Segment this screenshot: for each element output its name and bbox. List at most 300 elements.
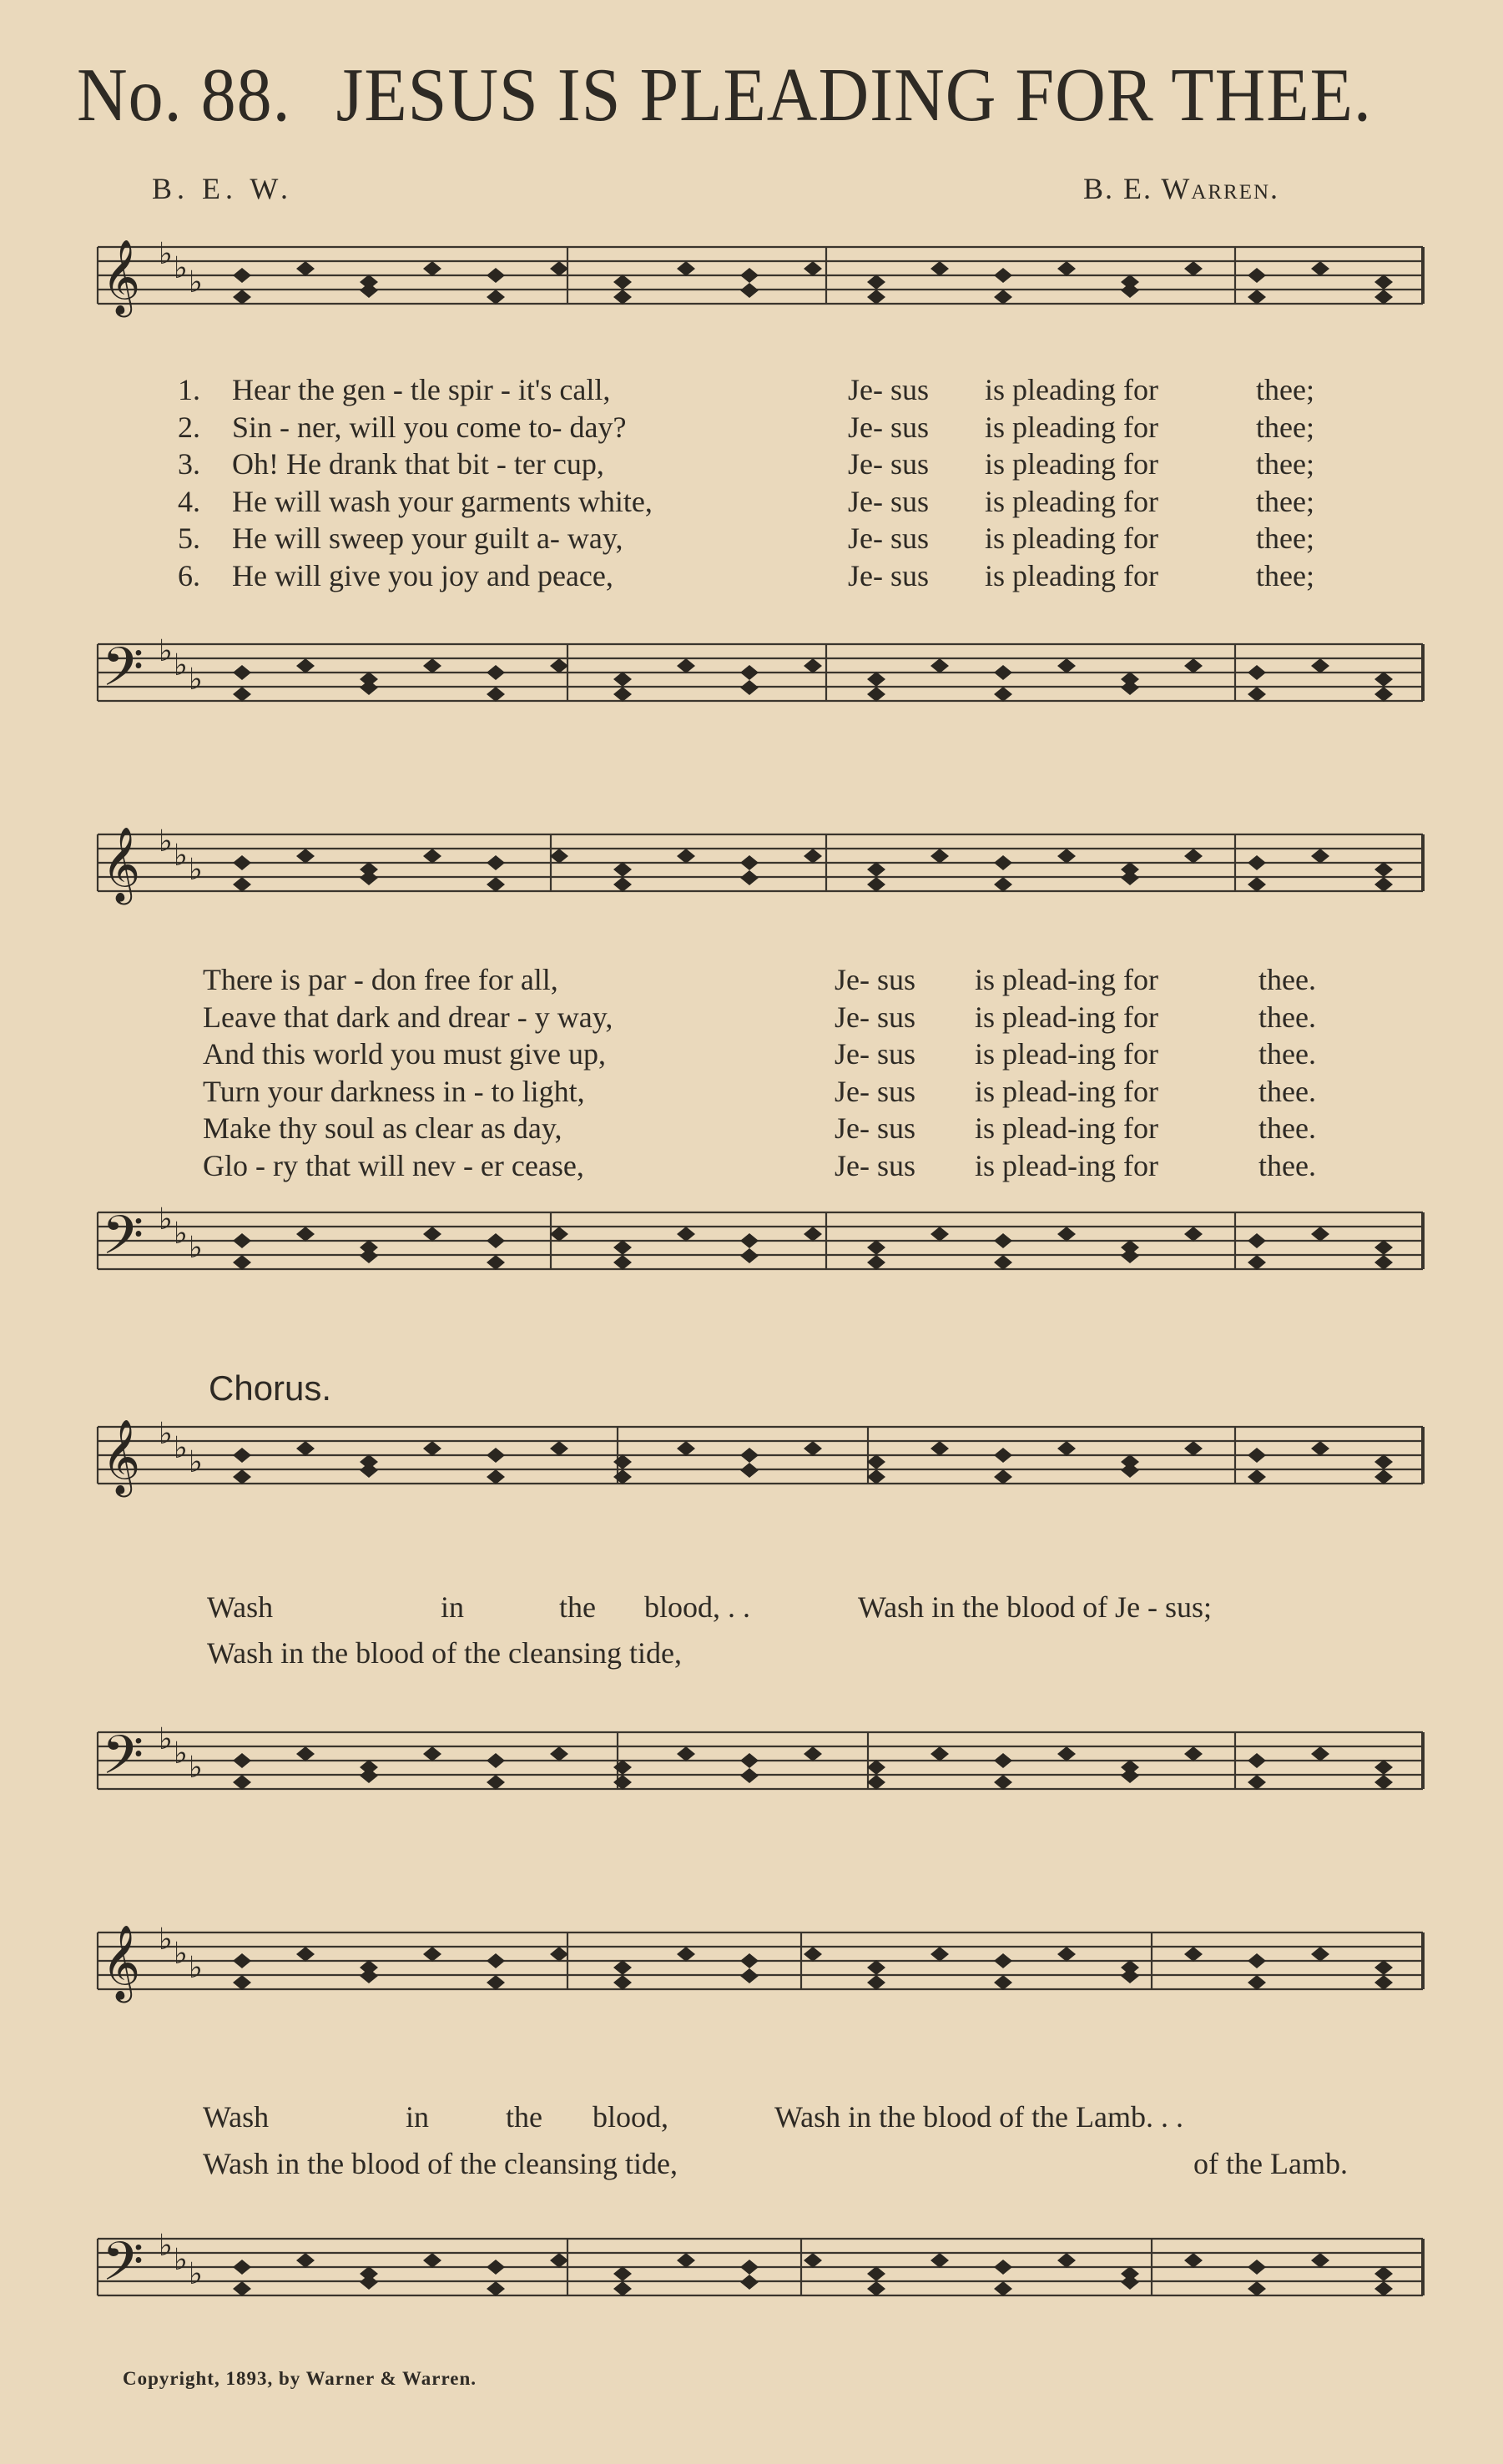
note-head <box>994 1255 1012 1270</box>
flat-sign: ♭ <box>189 1231 203 1265</box>
verse-c: is plead-ing for <box>975 1037 1158 1071</box>
note-head <box>296 261 315 276</box>
note-head <box>994 1753 1012 1768</box>
note-head <box>487 1448 505 1463</box>
note-head <box>1184 1947 1203 1962</box>
flat-sign: ♭ <box>174 1217 188 1251</box>
note-head <box>487 2260 505 2275</box>
verse-a: He will sweep your guilt a- way, <box>232 522 623 555</box>
note-head <box>1121 1968 1139 1983</box>
clef-symbol: 𝄞 <box>102 1925 141 2000</box>
note-head <box>1374 2281 1393 2296</box>
note-head <box>360 870 378 885</box>
note-head <box>677 1947 695 1962</box>
verse-b: Je- sus <box>835 1074 915 1108</box>
note-head <box>1057 1441 1076 1456</box>
verse-b: Je- sus <box>835 963 915 996</box>
flat-sign: ♭ <box>189 1445 203 1479</box>
note-head <box>233 1255 251 1270</box>
note-head <box>1374 1454 1393 1469</box>
note-head <box>677 1227 695 1242</box>
verse-c: is plead-ing for <box>975 963 1158 996</box>
note-head <box>487 1975 505 1990</box>
note-head <box>994 268 1012 283</box>
verse-b: Je- sus <box>835 1037 915 1071</box>
note-head <box>613 2266 632 2281</box>
note-head <box>233 2260 251 2275</box>
flat-sign: ♭ <box>159 1202 173 1237</box>
note-head <box>931 849 949 864</box>
note-head <box>740 680 759 695</box>
note-head <box>487 290 505 305</box>
verse-d: thee; <box>1256 447 1314 481</box>
note-head <box>994 1775 1012 1790</box>
note-head <box>613 862 632 877</box>
note-head <box>1374 1240 1393 1255</box>
note-head <box>233 290 251 305</box>
note-head <box>360 1768 378 1783</box>
note-head <box>487 1255 505 1270</box>
note-head <box>740 2275 759 2290</box>
note-head <box>1374 275 1393 290</box>
note-head <box>487 2281 505 2296</box>
note-head <box>613 1240 632 1255</box>
note-head <box>867 877 885 892</box>
note-head <box>487 1775 505 1790</box>
note-head <box>740 1753 759 1768</box>
flat-sign: ♭ <box>159 237 173 271</box>
note-head <box>867 1255 885 1270</box>
note-head <box>296 849 315 864</box>
verse-d: thee; <box>1256 558 1314 592</box>
note-head <box>1121 1768 1139 1783</box>
verse-b: Je- sus <box>835 1000 915 1034</box>
verse-b: Je- sus <box>848 410 929 444</box>
note-head <box>233 877 251 892</box>
verse-c: is pleading for <box>985 484 1158 518</box>
flat-sign: ♭ <box>159 1722 173 1756</box>
verse-d: thee. <box>1258 1000 1316 1034</box>
note-head <box>1374 1255 1393 1270</box>
note-head <box>677 1746 695 1761</box>
note-head <box>1248 2260 1266 2275</box>
verse-d: thee. <box>1258 1037 1316 1071</box>
note-head <box>613 1760 632 1775</box>
note-head <box>550 1441 568 1456</box>
note-head <box>1184 658 1203 673</box>
note-head <box>1374 1775 1393 1790</box>
note-head <box>423 1227 441 1242</box>
verse-c: is plead-ing for <box>975 1000 1158 1034</box>
note-head <box>296 1947 315 1962</box>
flat-sign: ♭ <box>189 1951 203 1985</box>
note-head <box>1184 1441 1203 1456</box>
note-head <box>867 1469 885 1484</box>
flat-sign: ♭ <box>189 853 203 887</box>
note-head <box>677 2253 695 2268</box>
note-head <box>804 1227 822 1242</box>
verse-c: is pleading for <box>985 410 1158 444</box>
note-head <box>1248 1975 1266 1990</box>
verse-d: thee; <box>1256 373 1314 406</box>
flat-sign: ♭ <box>159 824 173 859</box>
note-head <box>994 1233 1012 1248</box>
note-head <box>423 2253 441 2268</box>
note-head <box>1374 2266 1393 2281</box>
note-head <box>360 2275 378 2290</box>
note-head <box>804 1746 822 1761</box>
note-head <box>867 1760 885 1775</box>
note-head <box>931 261 949 276</box>
note-head <box>867 1240 885 1255</box>
note-head <box>994 1448 1012 1463</box>
note-head <box>613 1975 632 1990</box>
note-head <box>740 1248 759 1263</box>
verse-d: thee. <box>1258 1111 1316 1145</box>
note-head <box>613 1960 632 1975</box>
note-head <box>677 1441 695 1456</box>
note-head <box>550 2253 568 2268</box>
chorus2-blood: blood, <box>593 2100 669 2134</box>
note-head <box>740 1233 759 1248</box>
note-head <box>613 2281 632 2296</box>
verse-a: He will give you joy and peace, <box>232 558 613 592</box>
chorus1-rest: Wash in the blood of Je - sus; <box>858 1590 1213 1624</box>
note-head <box>867 1975 885 1990</box>
note-head <box>740 2260 759 2275</box>
note-head <box>740 1448 759 1463</box>
note-head <box>1184 1227 1203 1242</box>
note-head <box>423 1746 441 1761</box>
note-head <box>360 680 378 695</box>
flat-sign: ♭ <box>189 265 203 300</box>
note-head <box>1374 1975 1393 1990</box>
verse-num: 4. <box>178 484 200 518</box>
note-head <box>423 1947 441 1962</box>
note-head <box>804 2253 822 2268</box>
flat-sign: ♭ <box>174 1937 188 1971</box>
verse-num: 5. <box>178 522 200 555</box>
verse-a: And this world you must give up, <box>203 1037 606 1071</box>
verse-num: 3. <box>178 447 200 481</box>
note-head <box>233 268 251 283</box>
note-head <box>487 665 505 680</box>
lyricist-credit: B. E. W. <box>152 172 294 205</box>
note-head <box>677 658 695 673</box>
chorus1-the: the <box>559 1590 596 1624</box>
verse-a: Turn your darkness in - to light, <box>203 1074 585 1108</box>
note-head <box>550 849 568 864</box>
note-head <box>867 862 885 877</box>
chorus2-under: Wash in the blood of the cleansing tide, <box>203 2147 678 2180</box>
note-head <box>613 1469 632 1484</box>
flat-sign: ♭ <box>174 839 188 873</box>
note-head <box>487 1753 505 1768</box>
note-head <box>994 1469 1012 1484</box>
note-head <box>423 849 441 864</box>
note-head <box>740 855 759 870</box>
note-head <box>487 687 505 702</box>
verse-d: thee. <box>1258 1148 1316 1182</box>
verse-num: 1. <box>178 373 200 406</box>
note-head <box>994 1953 1012 1968</box>
note-head <box>1057 1227 1076 1242</box>
note-head <box>931 2253 949 2268</box>
copyright-notice: Copyright, 1893, by Warner & Warren. <box>123 2368 477 2389</box>
note-head <box>613 877 632 892</box>
clef-symbol: 𝄢 <box>102 1725 144 1800</box>
note-head <box>296 1441 315 1456</box>
verse-a: Hear the gen - tle spir - it's call, <box>232 373 611 406</box>
note-head <box>487 1953 505 1968</box>
verse-d: thee. <box>1258 1074 1316 1108</box>
composer-credit: B. E. Warren. <box>1083 172 1280 205</box>
note-head <box>550 1746 568 1761</box>
note-head <box>550 658 568 673</box>
note-head <box>613 1255 632 1270</box>
verse-b: Je- sus <box>848 447 929 481</box>
note-head <box>233 1469 251 1484</box>
hymn-title-text: JESUS IS PLEADING FOR THEE. <box>335 53 1372 138</box>
verse-d: thee; <box>1256 522 1314 555</box>
note-head <box>233 665 251 680</box>
note-head <box>423 261 441 276</box>
note-head <box>1374 877 1393 892</box>
verse-num: 6. <box>178 558 200 592</box>
clef-symbol: 𝄞 <box>102 239 141 315</box>
note-head <box>931 1746 949 1761</box>
note-head <box>804 261 822 276</box>
verse-c: is pleading for <box>985 373 1158 406</box>
note-head <box>867 2266 885 2281</box>
verse-a: There is par - don free for all, <box>203 963 558 996</box>
flat-sign: ♭ <box>174 1736 188 1771</box>
note-head <box>1248 855 1266 870</box>
note-head <box>804 658 822 673</box>
verse-b: Je- sus <box>848 373 929 406</box>
flat-sign: ♭ <box>189 1751 203 1785</box>
flat-sign: ♭ <box>159 1922 173 1957</box>
note-head <box>296 658 315 673</box>
note-head <box>1311 1746 1329 1761</box>
note-head <box>994 687 1012 702</box>
note-head <box>1057 849 1076 864</box>
chorus2-under2: of the Lamb. <box>1193 2147 1348 2180</box>
note-head <box>740 1463 759 1478</box>
note-head <box>233 1775 251 1790</box>
note-head <box>1374 1469 1393 1484</box>
chorus1-under: Wash in the blood of the cleansing tide, <box>207 1636 682 1670</box>
note-head <box>1184 849 1203 864</box>
note-head <box>296 1746 315 1761</box>
note-head <box>994 2260 1012 2275</box>
clef-symbol: 𝄢 <box>102 1205 144 1280</box>
note-head <box>994 290 1012 305</box>
note-head <box>233 855 251 870</box>
note-head <box>550 1947 568 1962</box>
note-head <box>1311 261 1329 276</box>
note-head <box>1311 849 1329 864</box>
note-head <box>613 1454 632 1469</box>
note-head <box>740 665 759 680</box>
note-head <box>994 855 1012 870</box>
note-head <box>804 849 822 864</box>
note-head <box>360 1248 378 1263</box>
chorus-label: Chorus. <box>209 1368 332 1408</box>
note-head <box>423 658 441 673</box>
note-head <box>1374 862 1393 877</box>
flat-sign: ♭ <box>174 1431 188 1465</box>
note-head <box>994 665 1012 680</box>
note-head <box>613 290 632 305</box>
verse-b: Je- sus <box>835 1148 915 1182</box>
note-head <box>296 2253 315 2268</box>
flat-sign: ♭ <box>159 634 173 668</box>
note-head <box>994 1975 1012 1990</box>
note-head <box>1374 1760 1393 1775</box>
note-head <box>1248 268 1266 283</box>
note-head <box>1248 1255 1266 1270</box>
note-head <box>1374 290 1393 305</box>
note-head <box>1121 870 1139 885</box>
note-head <box>1374 1960 1393 1975</box>
note-head <box>994 877 1012 892</box>
flat-sign: ♭ <box>159 1417 173 1451</box>
note-head <box>1311 1441 1329 1456</box>
note-head <box>296 1227 315 1242</box>
note-head <box>931 1947 949 1962</box>
note-head <box>867 1775 885 1790</box>
note-head <box>1248 290 1266 305</box>
note-head <box>487 268 505 283</box>
note-head <box>1311 1227 1329 1242</box>
verse-b: Je- sus <box>848 484 929 518</box>
clef-symbol: 𝄞 <box>102 1419 141 1494</box>
note-head <box>1311 2253 1329 2268</box>
note-head <box>931 658 949 673</box>
note-head <box>994 2281 1012 2296</box>
note-head <box>1311 658 1329 673</box>
verse-a: Leave that dark and drear - y way, <box>203 1000 613 1034</box>
hymn-number: No. 88. <box>77 53 291 138</box>
note-head <box>1121 2275 1139 2290</box>
note-head <box>360 283 378 298</box>
note-head <box>1248 1448 1266 1463</box>
flat-sign: ♭ <box>174 251 188 285</box>
verse-d: thee; <box>1256 410 1314 444</box>
flat-sign: ♭ <box>174 648 188 683</box>
note-head <box>931 1441 949 1456</box>
chorus1-in: in <box>441 1590 465 1624</box>
note-head <box>867 687 885 702</box>
flat-sign: ♭ <box>174 2243 188 2277</box>
note-head <box>1248 665 1266 680</box>
note-head <box>233 1953 251 1968</box>
note-head <box>740 870 759 885</box>
note-head <box>1184 261 1203 276</box>
note-head <box>1184 1746 1203 1761</box>
note-head <box>867 275 885 290</box>
verse-b: Je- sus <box>848 558 929 592</box>
note-head <box>1248 1233 1266 1248</box>
verse-c: is plead-ing for <box>975 1148 1158 1182</box>
note-head <box>740 283 759 298</box>
note-head <box>1184 2253 1203 2268</box>
note-head <box>487 1233 505 1248</box>
note-head <box>740 268 759 283</box>
note-head <box>1248 1775 1266 1790</box>
note-head <box>867 290 885 305</box>
clef-symbol: 𝄢 <box>102 637 144 712</box>
note-head <box>867 1454 885 1469</box>
note-head <box>740 1768 759 1783</box>
note-head <box>233 1753 251 1768</box>
note-head <box>1374 672 1393 687</box>
verse-a: Oh! He drank that bit - ter cup, <box>232 447 604 481</box>
chorus2-rest: Wash in the blood of the Lamb. . . <box>774 2100 1184 2134</box>
verse-b: Je- sus <box>835 1111 915 1145</box>
note-head <box>1057 2253 1076 2268</box>
verse-a: Glo - ry that will nev - er cease, <box>203 1148 584 1182</box>
flat-sign: ♭ <box>189 663 203 697</box>
chorus2-in: in <box>406 2100 430 2134</box>
verse-a: He will wash your garments white, <box>232 484 653 518</box>
note-head <box>233 687 251 702</box>
clef-symbol: 𝄢 <box>102 2231 144 2306</box>
note-head <box>1248 1469 1266 1484</box>
note-head <box>1248 877 1266 892</box>
flat-sign: ♭ <box>189 2257 203 2291</box>
note-head <box>1057 261 1076 276</box>
clef-symbol: 𝄞 <box>102 827 141 902</box>
verse-d: thee. <box>1258 963 1316 996</box>
note-head <box>740 1968 759 1983</box>
note-head <box>1248 2281 1266 2296</box>
note-head <box>360 1968 378 1983</box>
note-head <box>740 1953 759 1968</box>
note-head <box>233 1975 251 1990</box>
verse-c: is pleading for <box>985 558 1158 592</box>
note-head <box>550 261 568 276</box>
note-head <box>867 2281 885 2296</box>
chorus1-blood: blood, . . <box>644 1590 751 1624</box>
note-head <box>423 1441 441 1456</box>
note-head <box>867 1960 885 1975</box>
note-head <box>613 275 632 290</box>
note-head <box>804 1947 822 1962</box>
verse-num: 2. <box>178 410 200 444</box>
note-head <box>1057 1746 1076 1761</box>
note-head <box>360 1463 378 1478</box>
chorus2-wash: Wash <box>203 2100 270 2134</box>
note-head <box>1374 687 1393 702</box>
note-head <box>804 1441 822 1456</box>
note-head <box>613 1775 632 1790</box>
verse-a: Sin - ner, will you come to- day? <box>232 410 627 444</box>
note-head <box>1121 680 1139 695</box>
verse-c: is pleading for <box>985 522 1158 555</box>
verse-b: Je- sus <box>848 522 929 555</box>
note-head <box>1311 1947 1329 1962</box>
note-head <box>613 687 632 702</box>
note-head <box>677 849 695 864</box>
chorus2-the: the <box>506 2100 542 2134</box>
note-head <box>550 1227 568 1242</box>
note-head <box>613 672 632 687</box>
note-head <box>233 1448 251 1463</box>
note-head <box>1057 1947 1076 1962</box>
note-head <box>1248 687 1266 702</box>
